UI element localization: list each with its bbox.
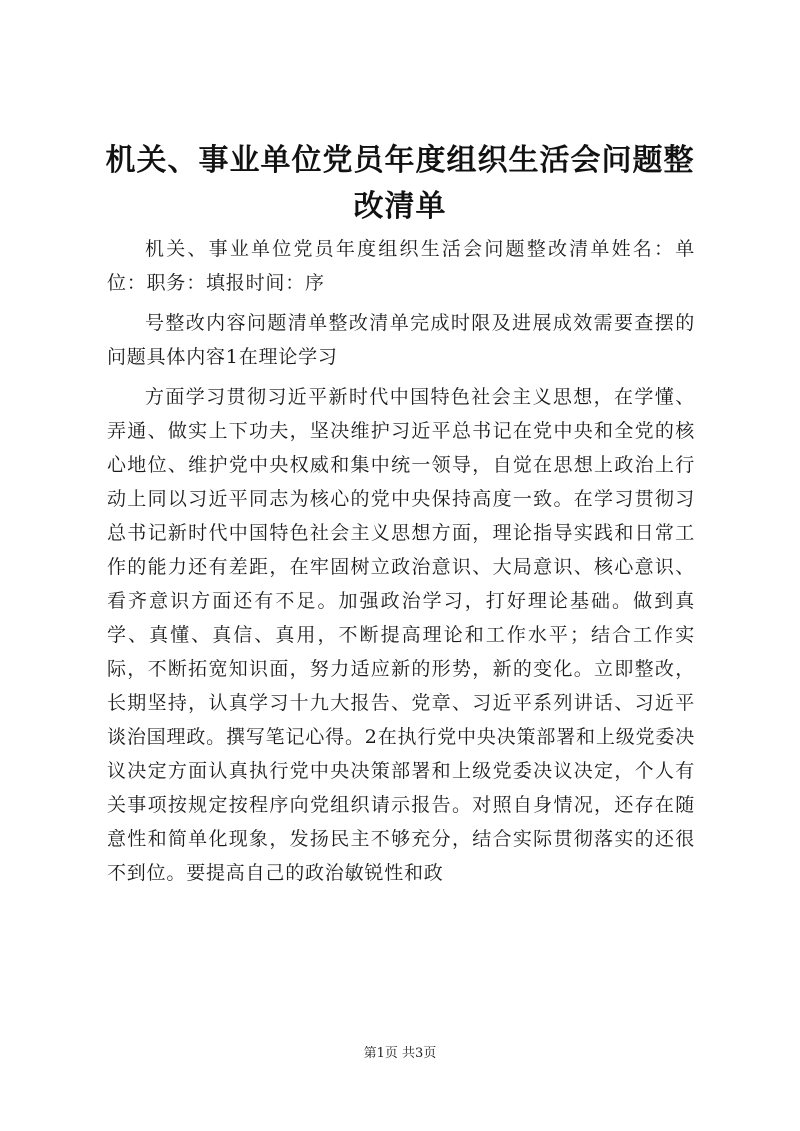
paragraph-table-columns: 号整改内容问题清单整改清单完成时限及进展成效需要查摆的问题具体内容1在理论学习 (107, 312, 695, 368)
document-title: 机关、事业单位党员年度组织生活会问题整改清单 (105, 143, 695, 224)
paragraph-header-fields: 机关、事业单位党员年度组织生活会问题整改清单姓名：单位：职务：填报时间：序 (107, 238, 695, 294)
paragraph-main-content: 方面学习贯彻习近平新时代中国特色社会主义思想，在学懂、弄通、做实上下功夫，坚决维护习近平总书记在党中央和全党的核心地位、维护党中央权威和集中统一领导，自觉在思想上政治上行动上同以习近平同志为核心的党中央保持高度一致。在学习贯彻习总书记新时代中国特色社会主义思想方面，理论指导实践和日常工作的能力还有差距，在牢固树立政治意识、大局意识、核心意识、看齐意识方面还有不足。加强政治学习，打好理论基础。做到真学、真懂、真信、真用，不断提高理论和工作水平；结合工作实际，不断拓宽知识面，努力适应新的形势，新的变化。立即整改，长期坚持，认真学习十九大报告、党章、习近平系列讲话、习近平谈治国理政。撰写笔记心得。2在执行党中央决策部署和上级党委决议决定方面认真执行党中央决策部署和上级党委决议决定，个人有关事项按规定按程序向党组织请示报告。对照自身情况，还存在随意性和简单化现象，发扬民主不够充分，结合实际贯彻落实的还很不到位。要提高自己的政治敏锐性和政 (107, 386, 695, 884)
page-number-footer: 第1页 共3页 (363, 1046, 437, 1061)
document-body (107, 232, 695, 890)
